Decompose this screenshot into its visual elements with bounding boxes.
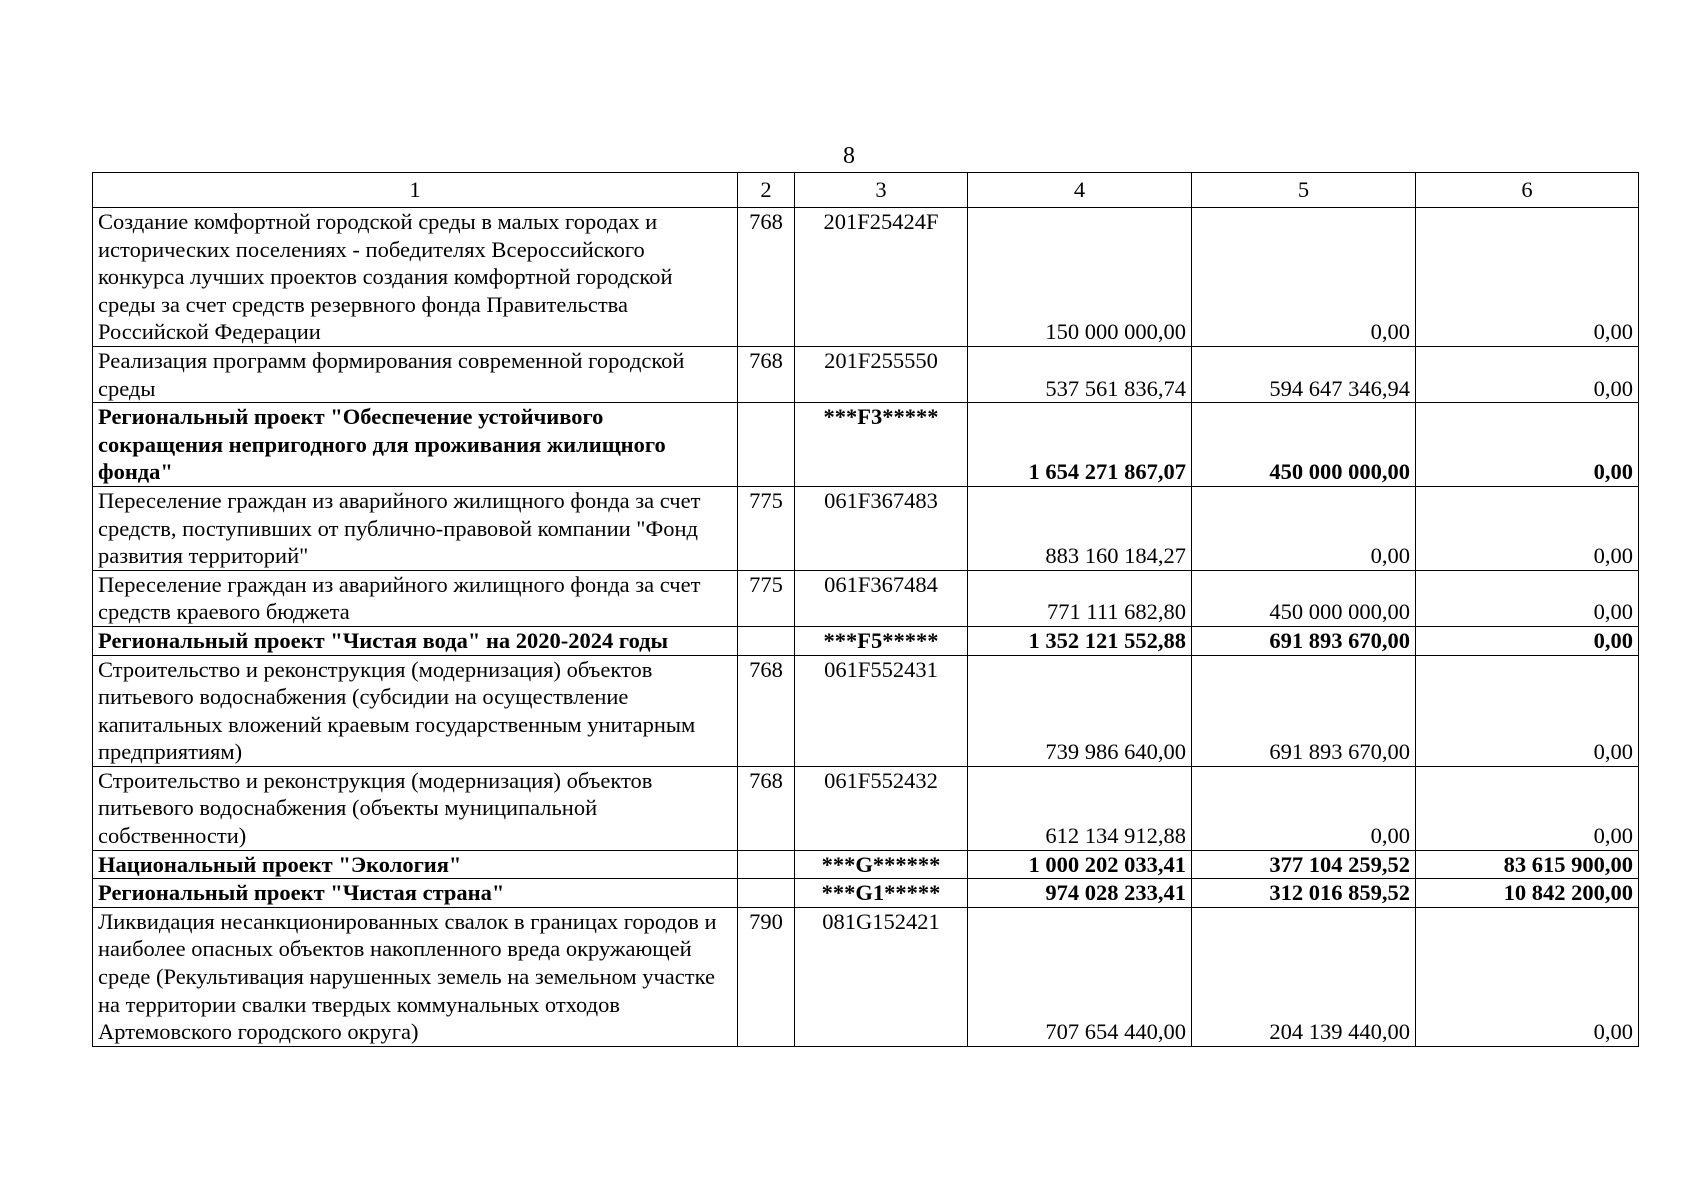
row-code-cell: 768 bbox=[738, 655, 795, 766]
row-value-col6: 0,00 bbox=[1416, 570, 1639, 626]
table-row bbox=[93, 626, 1639, 655]
page-number: 8 bbox=[843, 143, 855, 169]
row-name-cell: Национальный проект "Экология" bbox=[93, 850, 738, 879]
row-name-cell: Создание комфортной городской среды в малых городах и исторических поселениях - победителях Всероссийского конкурса лучших проектов создания комфортной городской среды за счет средств резервного фонда Правительства Российской Федерации bbox=[93, 208, 738, 347]
row-value-col5: 204 139 440,00 bbox=[1192, 907, 1416, 1046]
row-name-cell: Региональный проект "Чистая вода" на 2020-2024 годы bbox=[93, 626, 738, 655]
row-code-cell: 768 bbox=[738, 766, 795, 850]
row-code-cell bbox=[738, 626, 795, 655]
row-name-cell: Реализация программ формирования современной городской среды bbox=[93, 346, 738, 402]
table-row bbox=[93, 907, 1639, 1046]
row-value-col6: 0,00 bbox=[1416, 208, 1639, 347]
row-value-col4: 771 111 682,80 bbox=[968, 570, 1192, 626]
row-value-col5: 450 000 000,00 bbox=[1192, 403, 1416, 487]
row-value-col6: 0,00 bbox=[1416, 907, 1639, 1046]
row-code-cell bbox=[738, 403, 795, 487]
row-code-cell bbox=[738, 850, 795, 879]
row-value-col6: 0,00 bbox=[1416, 626, 1639, 655]
row-kcsr-cell: 081G152421 bbox=[795, 907, 968, 1046]
row-kcsr-cell: ***G****** bbox=[795, 850, 968, 879]
table-row bbox=[93, 655, 1639, 766]
row-value-col5: 450 000 000,00 bbox=[1192, 570, 1416, 626]
table-row bbox=[93, 346, 1639, 402]
row-kcsr-cell: ***G1***** bbox=[795, 879, 968, 908]
row-kcsr-cell: 061F367484 bbox=[795, 570, 968, 626]
table-row bbox=[93, 403, 1639, 487]
row-value-col6: 0,00 bbox=[1416, 486, 1639, 570]
row-name-cell: Переселение граждан из аварийного жилищного фонда за счет средств краевого бюджета bbox=[93, 570, 738, 626]
row-value-col5: 691 893 670,00 bbox=[1192, 655, 1416, 766]
budget-table bbox=[92, 172, 1639, 1047]
row-value-col6: 83 615 900,00 bbox=[1416, 850, 1639, 879]
row-value-col5: 691 893 670,00 bbox=[1192, 626, 1416, 655]
row-name-cell: Региональный проект "Обеспечение устойчивого сокращения непригодного для проживания жилищного фонда" bbox=[93, 403, 738, 487]
table-row bbox=[93, 486, 1639, 570]
row-value-col4: 1 654 271 867,07 bbox=[968, 403, 1192, 487]
row-value-col4: 150 000 000,00 bbox=[968, 208, 1192, 347]
row-value-col5: 312 016 859,52 bbox=[1192, 879, 1416, 908]
row-name-cell: Строительство и реконструкция (модернизация) объектов питьевого водоснабжения (субсидии на осуществление капитальных вложений краевым государственным унитарным предприятиям) bbox=[93, 655, 738, 766]
table-row bbox=[93, 879, 1639, 908]
row-kcsr-cell: ***F5***** bbox=[795, 626, 968, 655]
header-cell-1: 1 bbox=[93, 173, 738, 208]
row-value-col5: 0,00 bbox=[1192, 208, 1416, 347]
row-kcsr-cell: 061F552432 bbox=[795, 766, 968, 850]
row-code-cell: 775 bbox=[738, 486, 795, 570]
header-cell-4: 4 bbox=[968, 173, 1192, 208]
row-value-col6: 0,00 bbox=[1416, 403, 1639, 487]
row-value-col6: 0,00 bbox=[1416, 346, 1639, 402]
row-value-col4: 1 352 121 552,88 bbox=[968, 626, 1192, 655]
table-row bbox=[93, 570, 1639, 626]
row-value-col6: 0,00 bbox=[1416, 655, 1639, 766]
row-name-cell: Переселение граждан из аварийного жилищного фонда за счет средств, поступивших от публично-правовой компании "Фонд развития территорий" bbox=[93, 486, 738, 570]
header-cell-2: 2 bbox=[738, 173, 795, 208]
row-value-col5: 0,00 bbox=[1192, 486, 1416, 570]
row-kcsr-cell: 061F367483 bbox=[795, 486, 968, 570]
header-cell-3: 3 bbox=[795, 173, 968, 208]
row-value-col4: 739 986 640,00 bbox=[968, 655, 1192, 766]
row-value-col4: 537 561 836,74 bbox=[968, 346, 1192, 402]
header-cell-5: 5 bbox=[1192, 173, 1416, 208]
row-value-col4: 974 028 233,41 bbox=[968, 879, 1192, 908]
row-kcsr-cell: 061F552431 bbox=[795, 655, 968, 766]
row-kcsr-cell: 201F255550 bbox=[795, 346, 968, 402]
row-value-col4: 883 160 184,27 bbox=[968, 486, 1192, 570]
row-value-col5: 377 104 259,52 bbox=[1192, 850, 1416, 879]
row-name-cell: Строительство и реконструкция (модернизация) объектов питьевого водоснабжения (объекты муниципальной собственности) bbox=[93, 766, 738, 850]
row-code-cell bbox=[738, 879, 795, 908]
header-row bbox=[93, 173, 1639, 208]
row-name-cell: Региональный проект "Чистая страна" bbox=[93, 879, 738, 908]
row-kcsr-cell: ***F3***** bbox=[795, 403, 968, 487]
row-value-col4: 1 000 202 033,41 bbox=[968, 850, 1192, 879]
row-value-col6: 0,00 bbox=[1416, 766, 1639, 850]
table-row bbox=[93, 850, 1639, 879]
row-value-col5: 0,00 bbox=[1192, 766, 1416, 850]
row-value-col5: 594 647 346,94 bbox=[1192, 346, 1416, 402]
table-row bbox=[93, 208, 1639, 347]
row-kcsr-cell: 201F25424F bbox=[795, 208, 968, 347]
table-row bbox=[93, 766, 1639, 850]
row-value-col4: 707 654 440,00 bbox=[968, 907, 1192, 1046]
row-code-cell: 768 bbox=[738, 346, 795, 402]
row-code-cell: 790 bbox=[738, 907, 795, 1046]
row-value-col6: 10 842 200,00 bbox=[1416, 879, 1639, 908]
row-code-cell: 775 bbox=[738, 570, 795, 626]
header-cell-6: 6 bbox=[1416, 173, 1639, 208]
row-code-cell: 768 bbox=[738, 208, 795, 347]
row-value-col4: 612 134 912,88 bbox=[968, 766, 1192, 850]
row-name-cell: Ликвидация несанкционированных свалок в границах городов и наиболее опасных объектов накопленного вреда окружающей среде (Рекультивация нарушенных земель на земельном участке на территории свалки твердых коммунальных отходов Артемовского городского округа) bbox=[93, 907, 738, 1046]
